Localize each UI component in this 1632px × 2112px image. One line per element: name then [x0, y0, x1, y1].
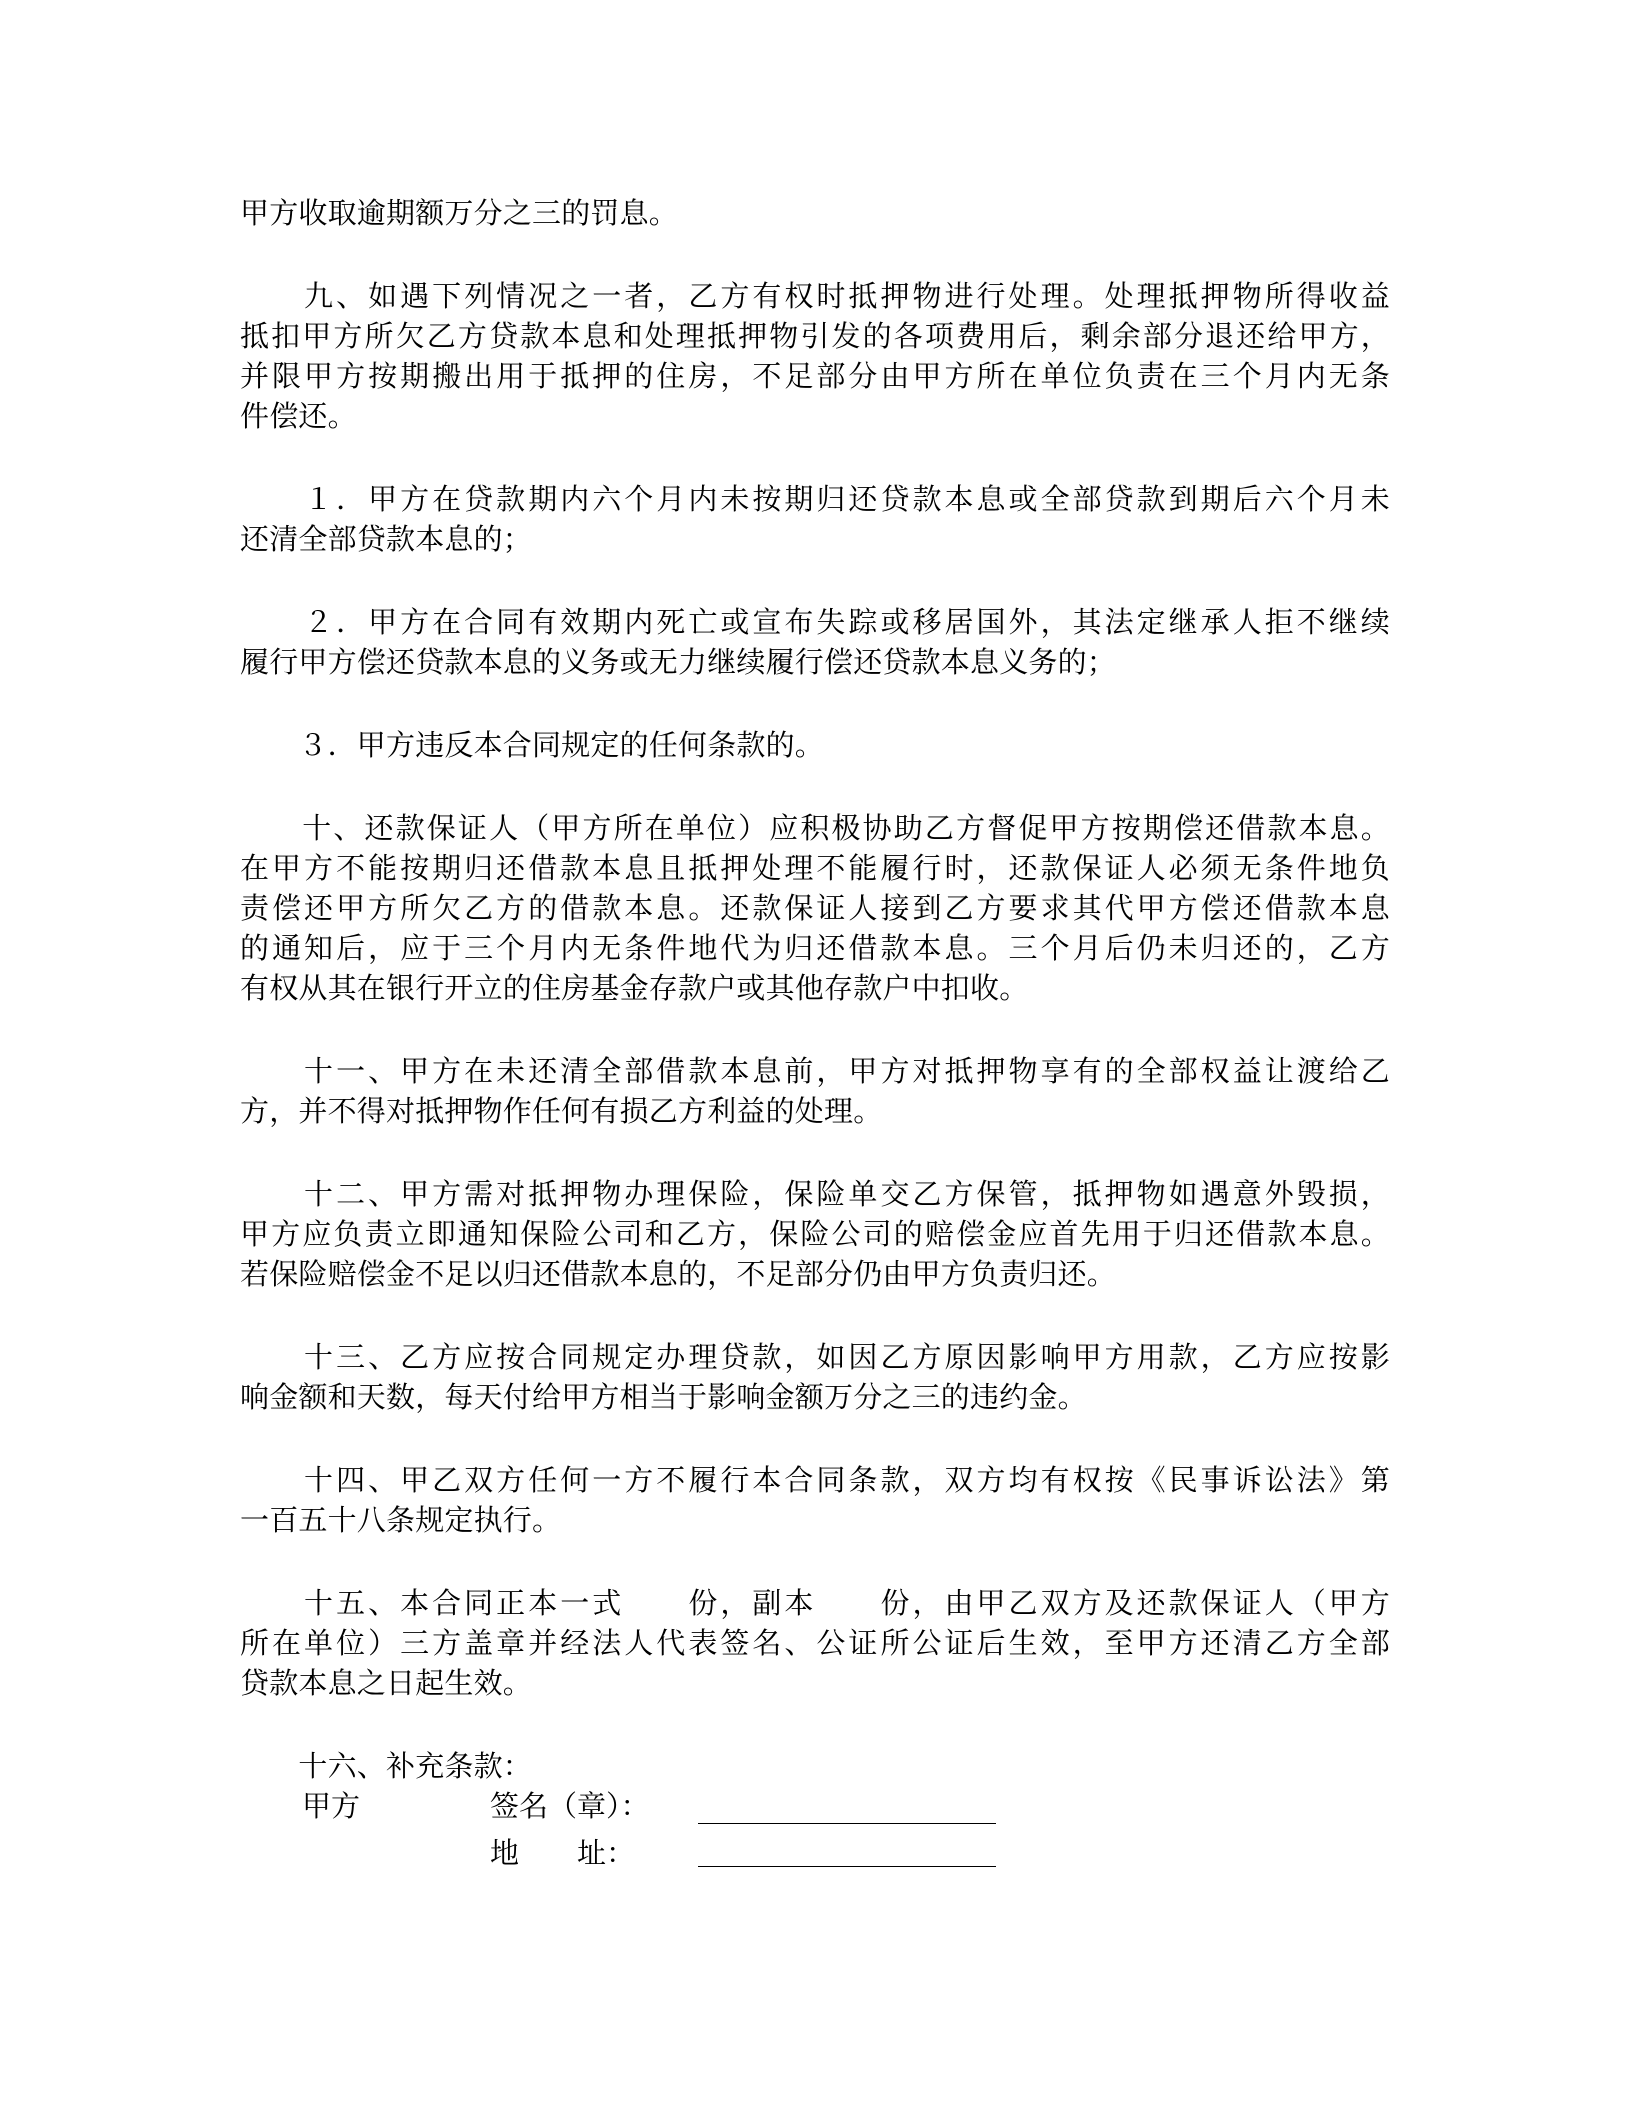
address-label: 地 址：: [490, 1836, 636, 1870]
text-line: 十一、甲方在未还清全部借款本息前，甲方对抵押物享有的全部权益让渡给乙: [240, 1054, 1390, 1088]
text-line: 责偿还甲方所欠乙方的借款本息。还款保证人接到乙方要求其代甲方偿还借款本息: [240, 891, 1390, 925]
text-line: 十二、甲方需对抵押物办理保险，保险单交乙方保管，抵押物如遇意外毁损，: [240, 1177, 1390, 1211]
text-line: 的通知后，应于三个月内无条件地代为归还借款本息。三个月后仍未归还的，乙方: [240, 931, 1390, 965]
text-line: 甲方应负责立即通知保险公司和乙方，保险公司的赔偿金应首先用于归还借款本息。: [240, 1217, 1390, 1251]
text-line: 贷款本息之日起生效。: [240, 1666, 533, 1700]
text-line: ２．甲方在合同有效期内死亡或宣布失踪或移居国外，其法定继承人拒不继续: [240, 605, 1390, 639]
text-line: 十六、补充条款：: [240, 1749, 533, 1783]
text-line: 有权从其在银行开立的住房基金存款户或其他存款户中扣收。: [240, 971, 1029, 1005]
address-blank: [698, 1866, 996, 1867]
text-line: １．甲方在贷款期内六个月内未按期归还贷款本息或全部贷款到期后六个月未: [240, 482, 1390, 516]
text-line: 件偿还。: [240, 399, 357, 433]
text-line: 抵扣甲方所欠乙方贷款本息和处理抵押物引发的各项费用后，剩余部分退还给甲方，: [240, 319, 1390, 353]
text-line: 并限甲方按期搬出用于抵押的住房，不足部分由甲方所在单位负责在三个月内无条: [240, 359, 1390, 393]
text-line: 方，并不得对抵押物作任何有损乙方利益的处理。: [240, 1094, 883, 1128]
text-line: 十四、甲乙双方任何一方不履行本合同条款，双方均有权按《民事诉讼法》第: [240, 1463, 1390, 1497]
text-line: 响金额和天数，每天付给甲方相当于影响金额万分之三的违约金。: [240, 1380, 1087, 1414]
text-line: ３．甲方违反本合同规定的任何条款的。: [240, 728, 825, 762]
signature-label: 签名（章）：: [490, 1789, 650, 1823]
text-line: 十五、本合同正本一式 份，副本 份，由甲乙双方及还款保证人（甲方: [240, 1586, 1390, 1620]
text-line: 九、如遇下列情况之一者，乙方有权时抵押物进行处理。处理抵押物所得收益: [240, 279, 1390, 313]
text-line: 在甲方不能按期归还借款本息且抵押处理不能履行时，还款保证人必须无条件地负: [240, 851, 1390, 885]
text-line: 履行甲方偿还贷款本息的义务或无力继续履行偿还贷款本息义务的；: [240, 645, 1117, 679]
text-line: 还清全部贷款本息的；: [240, 522, 533, 556]
text-line: 甲方收取逾期额万分之三的罚息。: [240, 196, 679, 230]
text-line: 一百五十八条规定执行。: [240, 1503, 562, 1537]
text-line: 十三、乙方应按合同规定办理贷款，如因乙方原因影响甲方用款，乙方应按影: [240, 1340, 1390, 1374]
text-line: 若保险赔偿金不足以归还借款本息的，不足部分仍由甲方负责归还。: [240, 1257, 1117, 1291]
party-label: 甲方: [302, 1789, 361, 1823]
text-line: 所在单位）三方盖章并经法人代表签名、公证所公证后生效，至甲方还清乙方全部: [240, 1626, 1390, 1660]
text-line: 十、还款保证人（甲方所在单位）应积极协助乙方督促甲方按期偿还借款本息。: [240, 811, 1390, 845]
signature-blank: [698, 1823, 996, 1824]
